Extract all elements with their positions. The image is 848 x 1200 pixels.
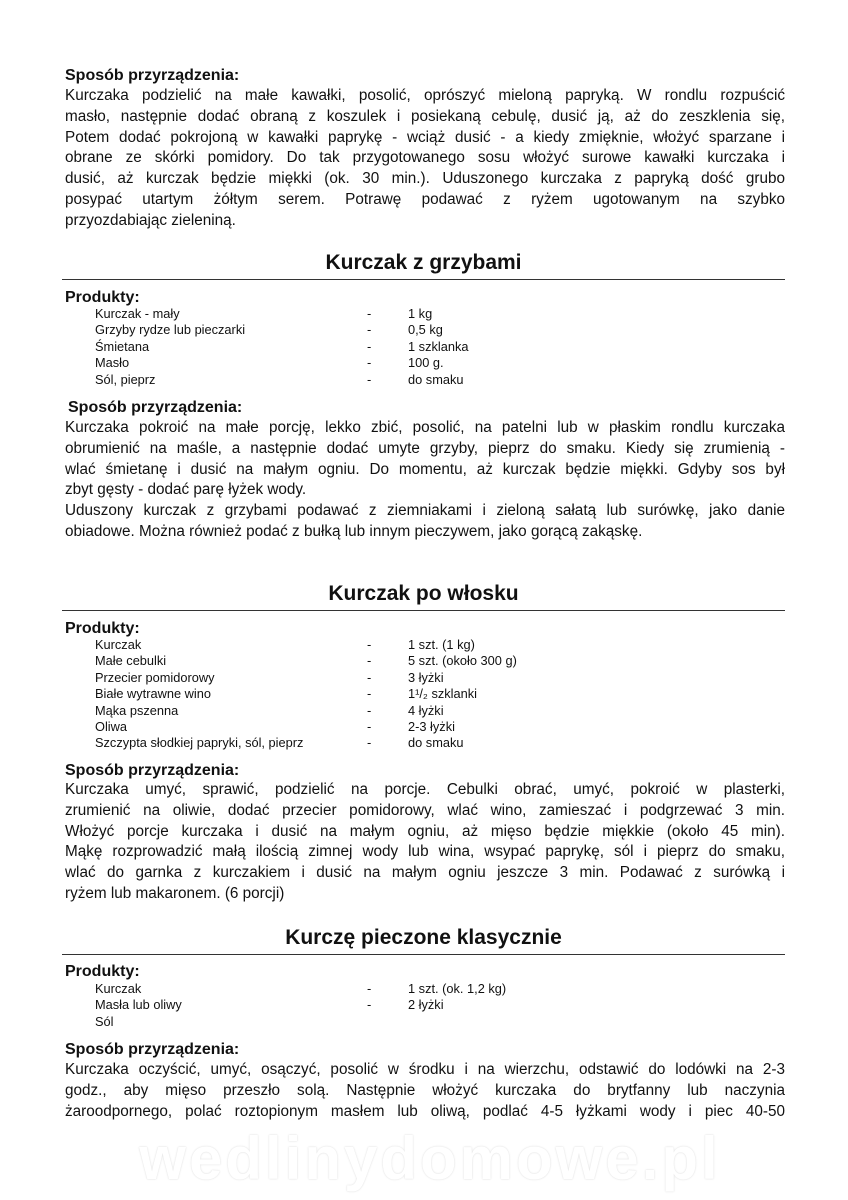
- ingredient-row: [95, 735, 695, 751]
- ingredient-name: Małe cebulki: [95, 653, 167, 669]
- products-heading: Produkty:: [65, 963, 140, 980]
- ingredient-amount: 5 szt. (około 300 g): [408, 653, 517, 669]
- text-line: [65, 780, 785, 801]
- ingredient-row: [95, 306, 695, 322]
- ingredient-name: Przecier pomidorowy: [95, 669, 215, 685]
- prep-heading: Sposób przyrządzenia:: [65, 762, 240, 779]
- text-line: [65, 1081, 785, 1102]
- text-line: [65, 190, 785, 211]
- text-line-content: Włożyć porcje kurczaka i dusić na małym ogniu, aż mięso będzie miękkie (około 45 min).: [65, 822, 785, 840]
- recipe-title: Kurczak z grzybami: [62, 250, 785, 280]
- ingredient-name: Grzyby rydze lub pieczarki: [95, 322, 246, 338]
- text-line-content: dusić, aż kurczak będzie miękki (ok. 30 min.). Uduszonego kurczaka z papryką dość grubo: [65, 170, 785, 188]
- text-line: [65, 863, 785, 884]
- text-line: [65, 211, 785, 232]
- intro-prep-text: [65, 86, 785, 232]
- products-heading: Produkty:: [65, 620, 140, 637]
- ingredient-row: [95, 670, 695, 686]
- text-line-content: masło, następnie dodać obraną z koszulek i posiekaną cebulę, dusić ją, aż do zeszklenia się,: [65, 107, 785, 125]
- ingredient-amount: 100 g.: [408, 355, 444, 371]
- ingredient-row: [95, 355, 695, 371]
- ingredients-list: [95, 637, 695, 752]
- prep-text: [65, 1060, 785, 1122]
- ingredient-amount: 1 szklanka: [408, 338, 469, 354]
- products-heading: Produkty:: [65, 289, 140, 306]
- watermark: wedlinydomowe.pl: [139, 1125, 721, 1192]
- ingredient-row: [95, 637, 695, 653]
- text-line-content: godz., aby mięso przeszło solą. Następnie włożyć kurczaka do brytfanny lub naczynia: [65, 1081, 785, 1099]
- ingredient-dash: -: [367, 637, 372, 652]
- text-line-content: obrane ze skórki pomidory. Do tak przygotowanego sosu włożyć surowe kawałki kurczaka i: [65, 149, 785, 167]
- prep-text: [65, 418, 785, 543]
- text-line-content: obrumienić na maśle, a następnie dodać umyte grzyby, pieprz do smaku. Kiedy się zrumienią -: [65, 439, 785, 457]
- ingredient-dash: -: [367, 669, 372, 685]
- ingredient-dash: -: [367, 686, 372, 702]
- text-line-content: wlać do garnka z kurczakiem i dusić na małym ogniu jeszcze 3 min. Podawać z surówką i: [65, 864, 785, 882]
- ingredient-amount: 1 szt. (ok. 1,2 kg): [408, 981, 507, 996]
- ingredient-amount: 3 łyżki: [408, 669, 444, 685]
- ingredient-row: [95, 653, 695, 669]
- ingredient-amount: 1 kg: [408, 306, 433, 321]
- text-line: [65, 418, 785, 439]
- ingredient-amount: 1 szt. (1 kg): [408, 637, 475, 652]
- ingredient-amount: do smaku: [408, 735, 464, 751]
- ingredient-name: Mąka pszenna: [95, 702, 179, 718]
- ingredient-row: [95, 1014, 695, 1030]
- text-line-content: Kurczaka podzielić na małe kawałki, posolić, oprószyć mieloną papryką. W rondlu rozpuścić: [65, 87, 785, 104]
- ingredient-name: Szczypta słodkiej papryki, sól, pieprz: [95, 735, 304, 751]
- ingredient-name: Kurczak: [95, 981, 142, 996]
- ingredient-name: Białe wytrawne wino: [95, 686, 211, 702]
- ingredient-row: [95, 322, 695, 338]
- ingredients-list: [95, 981, 695, 1030]
- text-line-content: Mąkę rozprowadzić małą ilością zimnej wody lub wina, wsypać paprykę, sól i pieprz do smaku,: [65, 843, 785, 861]
- text-line: [65, 169, 785, 190]
- text-line-content: Kurczaka oczyścić, umyć, osączyć, posolić w środku i na wierzchu, odstawić do lodówki na 2-3: [65, 1061, 785, 1078]
- prep-text: [65, 780, 785, 905]
- text-line-content: zbyt gęsty - dodać parę łyżek wody.: [65, 481, 307, 499]
- prep-heading: Sposób przyrządzenia:: [68, 399, 243, 416]
- text-line-content: Uduszony kurczak z grzybami podawać z ziemniakami i zieloną sałatą lub surówkę, jako danie: [65, 502, 785, 520]
- text-line-content: obiadowe. Można również podać z bułką lub innym pieczywem, jako gorącą zakąskę.: [65, 522, 643, 540]
- ingredient-name: Oliwa: [95, 718, 127, 734]
- ingredient-dash: -: [367, 371, 372, 387]
- text-line-content: przyozdabiając zieleniną.: [65, 211, 236, 229]
- text-line-content: wlać śmietanę i dusić na małym ogniu. Do momentu, aż kurczak będzie miękki. Gdyby sos był: [65, 460, 785, 478]
- ingredient-amount: 0,5 kg: [408, 322, 443, 338]
- text-line: [65, 884, 785, 905]
- ingredient-dash: -: [367, 355, 372, 371]
- ingredient-dash: -: [367, 338, 372, 354]
- ingredient-dash: -: [367, 735, 372, 751]
- ingredient-row: [95, 339, 695, 355]
- text-line: [65, 522, 785, 543]
- ingredient-name: Sól, pieprz: [95, 371, 156, 387]
- text-line-content: ryżem lub makaronem. (6 porcji): [65, 884, 285, 902]
- text-line: [65, 107, 785, 128]
- ingredient-name: Sól: [95, 1013, 114, 1029]
- text-line-content: zrumienić na oliwie, dodać przecier pomidorowy, wlać wino, zamieszać i podgrzewać 3 min.: [65, 801, 785, 819]
- ingredient-row: [95, 997, 695, 1013]
- ingredient-dash: -: [367, 718, 372, 734]
- text-line-content: żaroodpornego, polać roztopionym masłem lub oliwą, podlać 4-5 łyżkami wody i piec 40-50: [65, 1102, 785, 1120]
- ingredient-row: [95, 686, 695, 702]
- ingredient-dash: -: [367, 997, 372, 1013]
- text-line: [65, 822, 785, 843]
- text-line: [65, 460, 785, 481]
- ingredient-row: [95, 703, 695, 719]
- text-line: [65, 842, 785, 863]
- text-line-content: Kurczaka pokroić na małe porcję, lekko zbić, posolić, na patelni lub w płaskim rondlu kurczaka: [65, 419, 785, 436]
- ingredient-name: Kurczak: [95, 637, 142, 652]
- ingredient-row: [95, 719, 695, 735]
- ingredient-amount: 2-3 łyżki: [408, 718, 455, 734]
- ingredient-dash: -: [367, 306, 372, 321]
- intro-prep-heading: Sposób przyrządzenia:: [65, 67, 240, 84]
- text-line-content: Potem dodać pokrojoną w kawałki paprykę - wciąż dusić - a kiedy zmięknie, włożyć sparzane i: [65, 128, 785, 146]
- text-line-content: posypać utartym żółtym serem. Potrawę podawać z ryżem ugotowanym na szybko: [65, 190, 785, 208]
- ingredients-list: [95, 306, 695, 388]
- prep-heading: Sposób przyrządzenia:: [65, 1041, 240, 1058]
- ingredient-dash: -: [367, 702, 372, 718]
- text-line: [65, 128, 785, 149]
- ingredient-row: [95, 372, 695, 388]
- text-line: [65, 501, 785, 522]
- text-line-content: Kurczaka umyć, sprawić, podzielić na porcje. Cebulki obrać, umyć, pokroić w plasterki,: [65, 781, 785, 798]
- ingredient-dash: -: [367, 981, 372, 996]
- recipe-title: Kurczę pieczone klasycznie: [62, 925, 785, 955]
- recipe-title: Kurczak po włosku: [62, 581, 785, 611]
- text-line: [65, 1060, 785, 1081]
- text-line: [65, 480, 785, 501]
- text-line: [65, 1102, 785, 1123]
- ingredient-name: Masła lub oliwy: [95, 997, 182, 1013]
- ingredient-amount: do smaku: [408, 371, 464, 387]
- ingredient-amount: 1¹/₂ szklanki: [408, 686, 477, 702]
- text-line: [65, 148, 785, 169]
- ingredient-row: [95, 981, 695, 997]
- ingredient-amount: 2 łyżki: [408, 997, 444, 1013]
- ingredient-name: Kurczak - mały: [95, 306, 180, 321]
- ingredient-amount: 4 łyżki: [408, 702, 444, 718]
- text-line: [65, 439, 785, 460]
- ingredient-name: Masło: [95, 355, 130, 371]
- ingredient-name: Śmietana: [95, 338, 150, 354]
- ingredient-dash: -: [367, 322, 372, 338]
- text-line: [65, 801, 785, 822]
- text-line: [65, 86, 785, 107]
- ingredient-dash: -: [367, 653, 372, 669]
